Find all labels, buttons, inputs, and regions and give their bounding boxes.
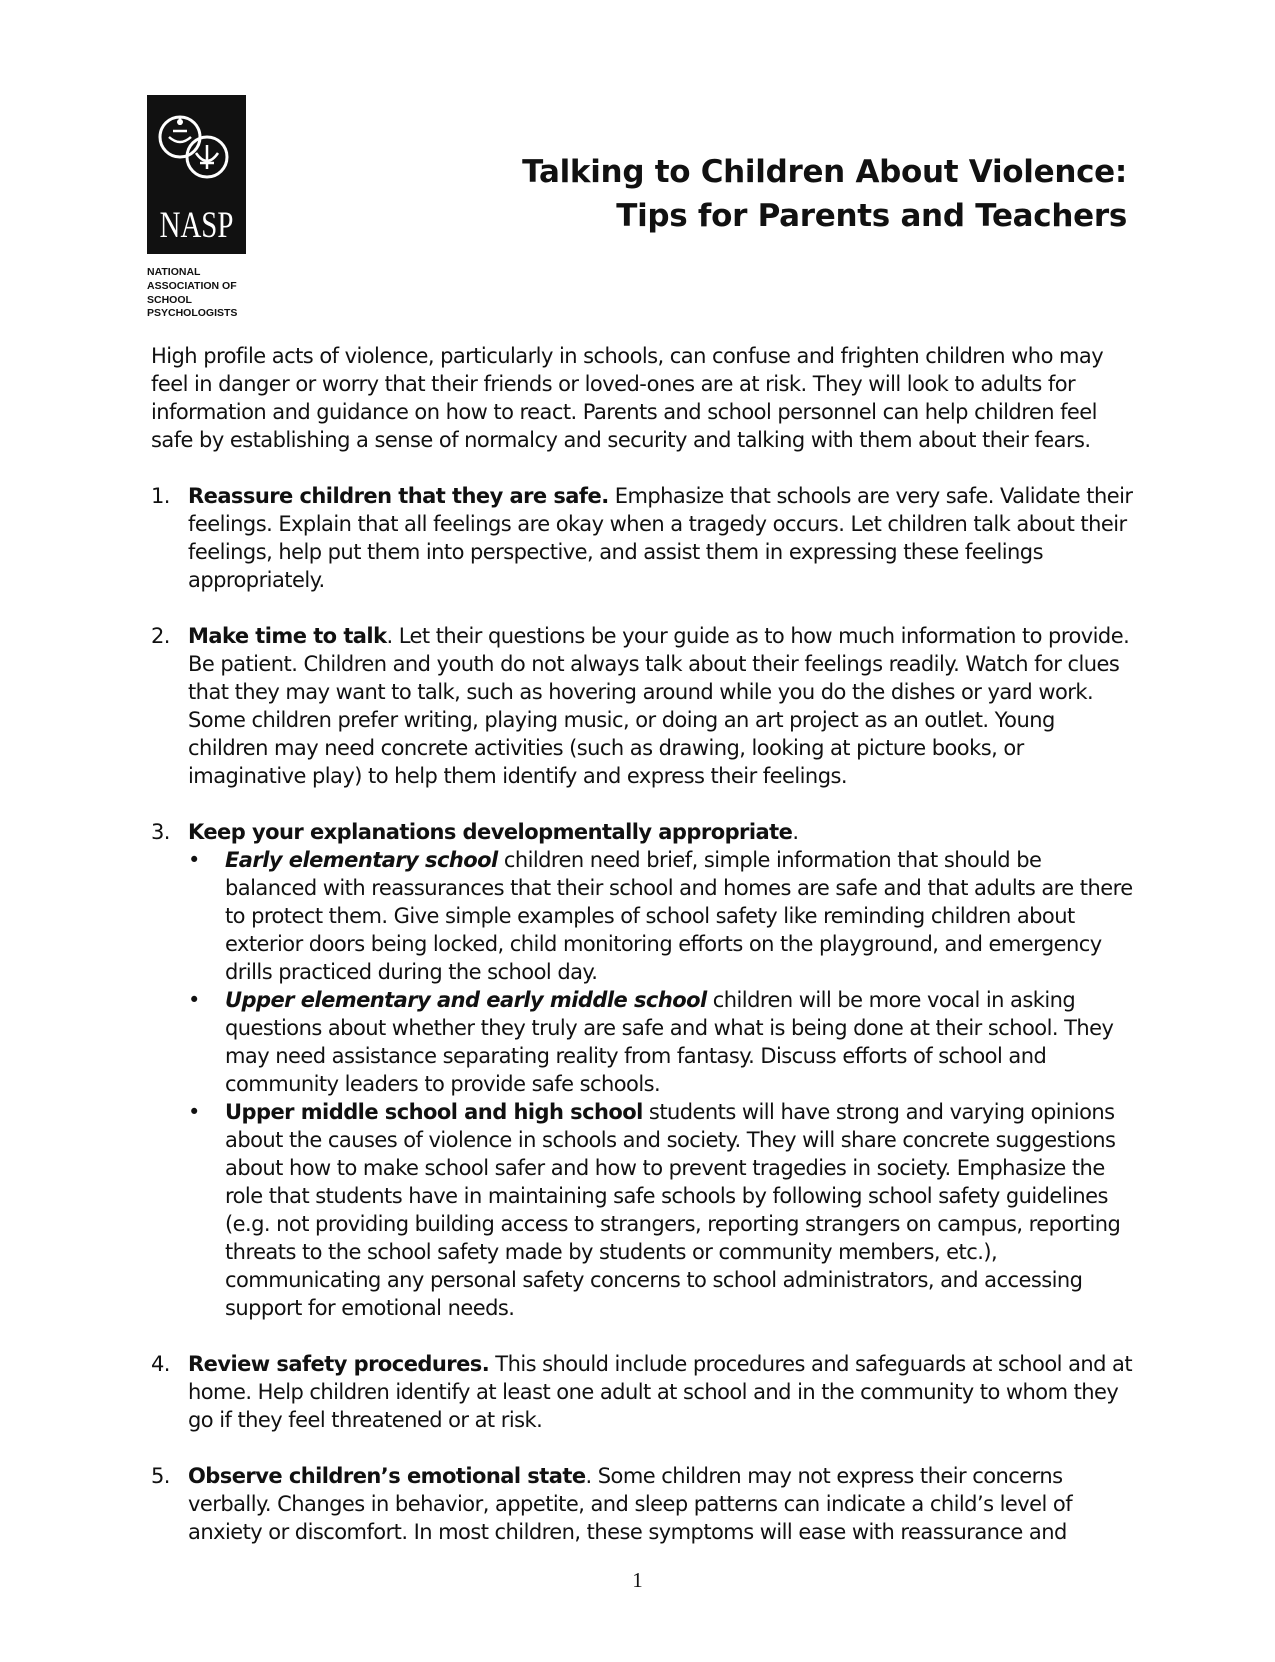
bullet-icon: • [188,1100,200,1124]
age-group-item [188,1098,1136,1322]
age-group-item [188,986,1136,1098]
org-name-line: SCHOOL [147,293,192,306]
tip-heading: Review safety procedures. [188,1352,490,1376]
org-name-line: PSYCHOLOGISTS [147,307,238,320]
age-group-item [188,846,1136,986]
tip-heading: Reassure children that they are safe. [188,484,609,508]
document-title [522,150,1127,238]
org-name-line: ASSOCIATION OF [147,279,237,292]
tip-number: 5. [151,1464,170,1488]
tip-number: 2. [151,624,170,648]
bullet-icon: • [188,848,200,872]
age-group-text: students will have strong and varying opinions about the causes of violence in schools and society. They will share concrete suggestions about how to make school safer and how to prevent tragedies in society. Emphasize the role that students have in maintaining safe schools by following school safety guidelines (e.g. not providing building access to strangers, reporting strangers on campus, reporting threats to the school safety made by students or community members, etc.), communicating any personal safety concerns to school administrators, and accessing support for emotional needs. [225,1100,1121,1320]
intro-paragraph: High profile acts of violence, particularly in schools, can confuse and frighten children who may feel in danger or worry that their friends or loved-ones are at risk. They will look to adults for information and guidance on how to react. Parents and school personnel can help children feel safe by establishing a sense of normalcy and security and talking with them about their fears. [151,344,1104,452]
age-group-list [188,846,1136,1322]
age-group-label: Upper elementary and early middle school [225,988,707,1012]
tip-text: . Let their questions be your guide as to how much information to provide. Be patient. Children and youth do not always talk about their feelings readily. Watch for clues that they may want to talk, such as hovering around while you do the dishes or yard work. Some children prefer writing, playing music, or doing an art project as an outlet. Young children may need concrete activities (such as drawing, looking at picture books, or imaginative play) to help them identify and express their feelings. [188,624,1130,788]
age-group-label: Upper middle school and high school [225,1100,643,1124]
tip-heading: Observe children’s emotional state [188,1464,586,1488]
document-body [151,342,1136,1574]
tip-number: 4. [151,1352,170,1376]
age-group-label: Early elementary school [225,848,498,872]
tip-item [151,818,1136,1322]
tip-item [151,1350,1136,1434]
tip-text: . [792,820,799,844]
tip-text: Emphasize that schools are very safe. Validate their feelings. Explain that all feelings are okay when a tragedy occurs. Let children talk about their feelings, help put them into perspective, and assist them in expressing these feelings appropriately. [188,484,1133,592]
age-group-text: children need brief, simple information that should be balanced with reassurances that their school and homes are safe and that adults are there to protect them. Give simple examples of school safety like reminding children about exterior doors being locked, child monitoring efforts on the playground, and emergency drills practiced during the school day. [225,848,1133,984]
tip-number: 1. [151,484,170,508]
nasp-logo-emblem [147,95,246,254]
page-number: 1 [632,1568,643,1592]
tip-item [151,622,1136,790]
logo-text: NASP [159,204,234,246]
bullet-icon: • [188,988,200,1012]
tip-text: . Some children may not express their concerns verbally. Changes in behavior, appetite, and sleep patterns can indicate a child’s level of anxiety or discomfort. In most children, these symptoms will ease with reassurance and [188,1464,1073,1544]
tip-item [151,482,1136,594]
title-line-2: Tips for Parents and Teachers [616,198,1127,234]
tip-item [151,1462,1136,1546]
tip-heading: Keep your explanations developmentally appropriate [188,820,793,844]
tip-number: 3. [151,820,170,844]
organization-name [147,266,237,321]
tips-list [151,482,1136,1546]
org-name-line: NATIONAL [147,266,201,278]
age-group-text: children will be more vocal in asking questions about whether they truly are safe and what is being done at their school. They may need assistance separating reality from fantasy. Discuss efforts of school and community leaders to provide safe schools. [225,988,1114,1096]
title-line-1: Talking to Children About Violence: [522,154,1127,190]
tip-heading: Make time to talk [188,624,387,648]
tip-text: This should include procedures and safeguards at school and at home. Help children identify at least one adult at school and in the community to whom they go if they feel threatened or at risk. [188,1352,1133,1432]
nasp-logo [147,95,246,254]
